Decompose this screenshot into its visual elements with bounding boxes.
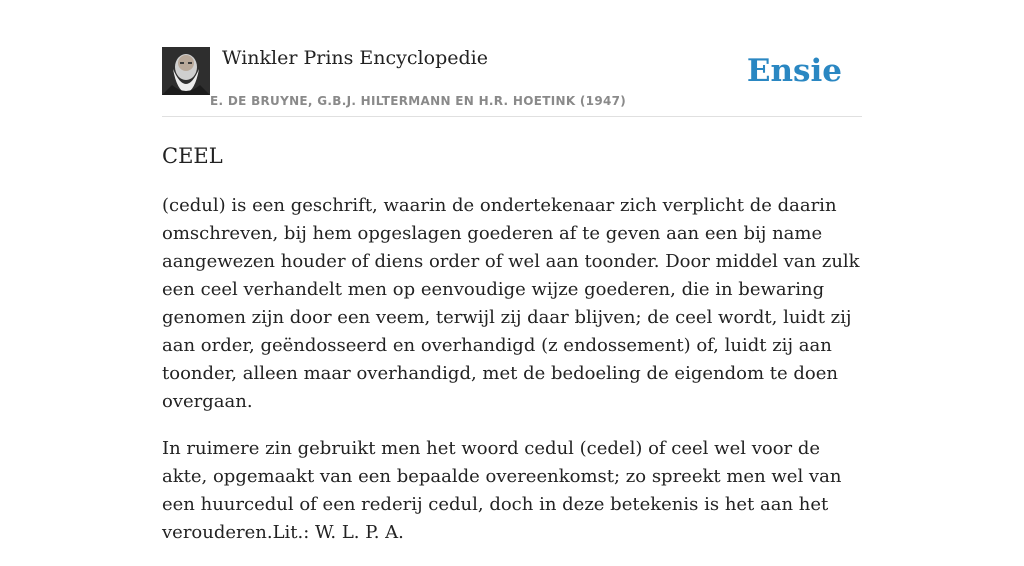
source-authors: E. DE BRUYNE, G.B.J. HILTERMANN EN H.R. HOETINK (1947) bbox=[210, 94, 627, 108]
entry-title: CEEL bbox=[162, 144, 223, 168]
bearded-man-portrait-icon[interactable] bbox=[162, 47, 210, 95]
source-title[interactable]: Winkler Prins Encyclopedie bbox=[222, 47, 488, 69]
entry-body bbox=[162, 192, 862, 566]
entry-paragraph: In ruimere zin gebruikt men het woord cedul (cedel) of ceel wel voor de akte, opgemaakt van een bepaalde overeenkomst; zo spreekt men wel van een huurcedul of een rederij cedul, doch in deze betekenis is het aan het verouderen.Lit.: W. L. P. A. bbox=[162, 438, 842, 543]
entry-paragraph: (cedul) is een geschrift, waarin de ondertekenaar zich verplicht de daarin omschreven, bij hem opgeslagen goederen af te geven aan een bij name aangewezen houder of diens order of wel aan toonder. Door middel van zulk een ceel verhandelt men op eenvoudige wijze goederen, die in bewaring genomen zijn door een veem, terwijl zij daar blijven; de ceel wordt, luidt zij aan order, geëndosseerd en overhandigd (z endossement) of, luidt zij aan toonder, alleen maar overhandigd, met de bedoeling de eigendom te doen overgaan. bbox=[162, 195, 860, 412]
brand-logo[interactable]: Ensie bbox=[746, 53, 842, 89]
source-header bbox=[162, 46, 862, 117]
